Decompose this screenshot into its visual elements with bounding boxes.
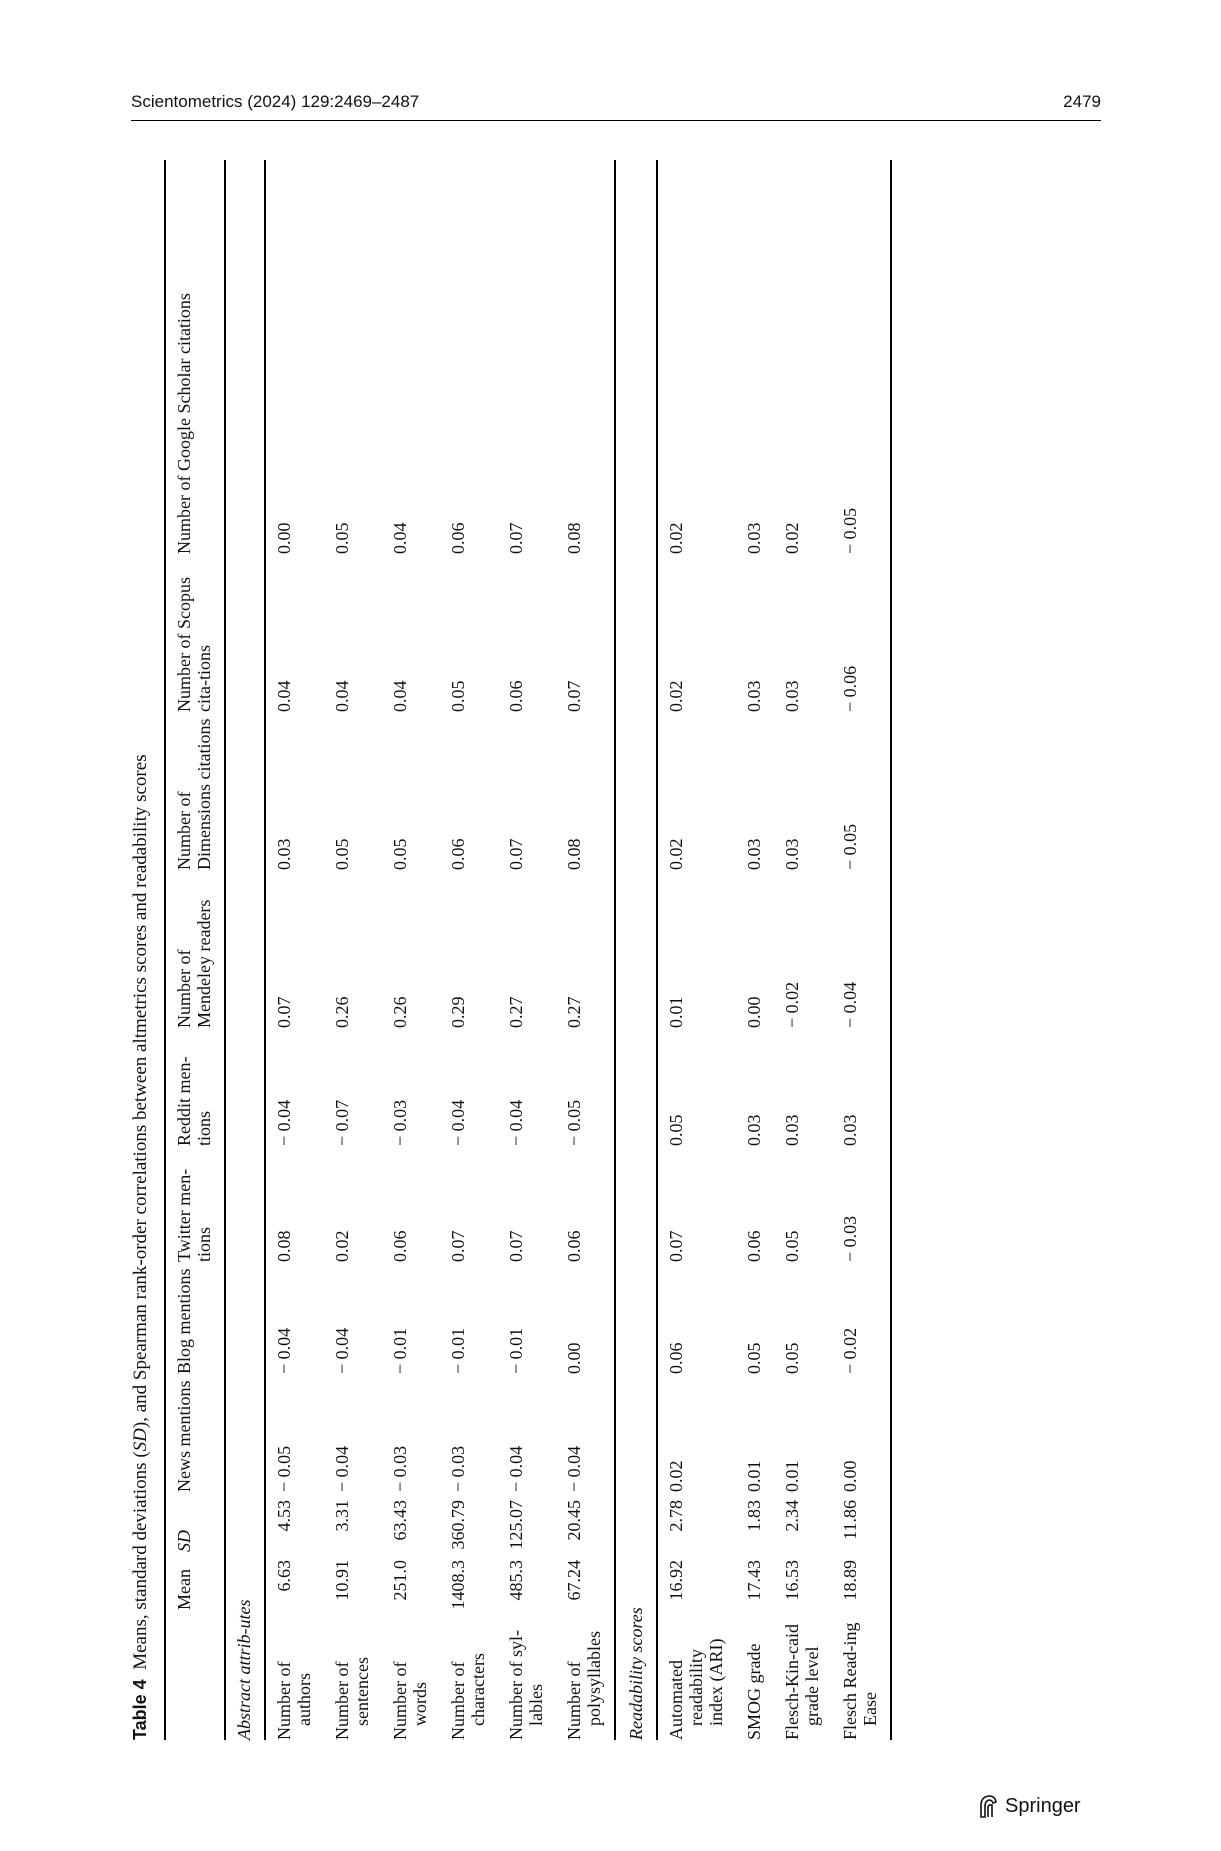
cell: 0.06: [448, 522, 468, 554]
cell: 63.43: [390, 1500, 410, 1541]
col-dimensions: Number of Dimensions citations: [174, 718, 214, 870]
cell: 0.02: [666, 522, 686, 554]
table-label: Table 4: [130, 1679, 150, 1740]
journal-citation: Scientometrics (2024) 129:2469–2487: [131, 92, 420, 111]
publisher-footer: [977, 1793, 1081, 1819]
table-wrapper: [164, 160, 892, 1740]
cell: 2.78: [666, 1500, 686, 1532]
row-label: Number of sentences: [332, 1657, 372, 1740]
caption-text-after: ), and Spearman rank-order correlations between altmetrics scores and readability scores: [130, 754, 151, 1429]
cell: 0.00: [564, 1342, 584, 1374]
cell: 0.03: [782, 680, 802, 712]
table-row: [774, 160, 832, 1740]
cell: − 0.03: [390, 1445, 410, 1492]
cell: 125.07: [506, 1500, 526, 1550]
caption-sd: SD: [130, 1428, 151, 1452]
cell: − 0.02: [832, 1262, 891, 1374]
cell: 0.02: [666, 838, 686, 870]
cell: 0.27: [564, 996, 584, 1028]
cell: 0.06: [564, 1230, 584, 1262]
cell: 0.05: [390, 838, 410, 870]
cell: − 0.04: [506, 1099, 526, 1146]
cell: 0.05: [782, 1342, 802, 1374]
cell: 16.92: [666, 1560, 686, 1601]
cell: 0.00: [274, 522, 294, 554]
table-row: [657, 160, 736, 1740]
table-row: [324, 160, 382, 1740]
cell: − 0.06: [832, 554, 891, 712]
cell: 0.05: [332, 838, 352, 870]
cell: 0.03: [274, 838, 294, 870]
cell: 0.02: [666, 680, 686, 712]
cell: 1408.3: [448, 1560, 468, 1610]
col-reddit: Reddit men-tions: [174, 1056, 214, 1146]
cell: − 0.03: [390, 1099, 410, 1146]
cell: 0.08: [274, 1230, 294, 1262]
cell: − 0.05: [832, 712, 891, 870]
group-label: Readability scores: [615, 160, 657, 1740]
cell: 0.07: [666, 1230, 686, 1262]
caption-text-before: Means, standard deviations (: [130, 1451, 151, 1670]
cell: 0.02: [332, 1230, 352, 1262]
table-row: [556, 160, 615, 1740]
cell: 0.05: [782, 1230, 802, 1262]
cell: 0.01: [744, 1460, 764, 1492]
cell: − 0.04: [506, 1445, 526, 1492]
row-label: Automated readability index (ARI): [666, 1638, 726, 1740]
group-row-readability: [615, 160, 657, 1740]
row-label: Number of characters: [448, 1653, 488, 1740]
col-blog: Blog mentions: [174, 1268, 194, 1374]
cell: 67.24: [564, 1560, 584, 1601]
cell: 251.0: [390, 1560, 410, 1601]
publisher-name: Springer: [1005, 1794, 1081, 1817]
cell: 0.03: [782, 1114, 802, 1146]
cell: − 0.03: [448, 1445, 468, 1492]
table-row: [265, 160, 324, 1740]
table-row: [498, 160, 556, 1740]
cell: 0.05: [332, 522, 352, 554]
cell: 0.07: [564, 680, 584, 712]
table-row: [382, 160, 440, 1740]
cell: 0.03: [744, 522, 764, 554]
cell: − 0.04: [332, 1445, 352, 1492]
cell: 0.07: [448, 1230, 468, 1262]
cell: 0.03: [744, 1114, 764, 1146]
cell: − 0.01: [448, 1327, 468, 1374]
cell: 0.08: [564, 522, 584, 554]
cell: 18.89: [832, 1552, 891, 1610]
row-label: Flesch Read-ing Ease: [832, 1610, 891, 1740]
cell: 0.07: [506, 1230, 526, 1262]
running-header: [131, 86, 1101, 121]
cell: 10.91: [332, 1560, 352, 1601]
cell: 0.07: [506, 838, 526, 870]
table-row: [440, 160, 498, 1740]
cell: − 0.05: [274, 1445, 294, 1492]
cell: 0.04: [332, 680, 352, 712]
col-mean: Mean: [174, 1569, 194, 1610]
cell: − 0.04: [564, 1445, 584, 1492]
cell: − 0.01: [390, 1327, 410, 1374]
cell: 0.00: [744, 996, 764, 1028]
cell: 0.06: [448, 838, 468, 870]
group-label: Abstract attrib-utes: [225, 160, 265, 1740]
page-number: 2479: [1063, 92, 1101, 111]
cell: − 0.05: [832, 160, 891, 554]
rotated-table-area: [130, 160, 1060, 1740]
cell: 0.05: [744, 1342, 764, 1374]
cell: 0.03: [744, 838, 764, 870]
cell: 1.83: [744, 1500, 764, 1532]
cell: 4.53: [274, 1500, 294, 1532]
row-label: Flesch-Kin-caid grade level: [782, 1624, 822, 1740]
cell: − 0.05: [564, 1099, 584, 1146]
col-news: News mentions: [174, 1380, 194, 1492]
col-scopus: Number of Scopus cita-tions: [174, 577, 214, 712]
cell: 2.34: [782, 1500, 802, 1532]
cell: 0.27: [506, 996, 526, 1028]
cell: 0.07: [506, 522, 526, 554]
cell: − 0.07: [332, 1099, 352, 1146]
cell: 0.06: [666, 1342, 686, 1374]
table-row: [736, 160, 774, 1740]
row-label: Number of polysyllables: [564, 1631, 604, 1740]
col-google-scholar: Number of Google Scholar citations: [174, 293, 194, 554]
springer-horse-icon: [977, 1793, 999, 1819]
cell: 0.02: [666, 1460, 686, 1492]
cell: 0.03: [832, 1028, 891, 1146]
header-blank: [165, 1610, 225, 1740]
col-sd: SD: [174, 1530, 194, 1552]
cell: 0.04: [390, 680, 410, 712]
cell: 11.86: [832, 1492, 891, 1552]
cell: 0.03: [744, 680, 764, 712]
row-label: Number of words: [390, 1661, 430, 1740]
group-row-abstract: [225, 160, 265, 1740]
col-twitter: Twitter men-tions: [174, 1168, 214, 1262]
row-label: Number of syl-lables: [506, 1630, 546, 1740]
cell: 0.29: [448, 996, 468, 1028]
cell: 0.05: [448, 680, 468, 712]
row-label: Number of authors: [274, 1661, 314, 1740]
cell: − 0.01: [506, 1327, 526, 1374]
cell: 6.63: [274, 1560, 294, 1592]
cell: 0.02: [782, 522, 802, 554]
cell: 485.3: [506, 1560, 526, 1601]
cell: 0.00: [832, 1374, 891, 1492]
correlation-table: [164, 160, 892, 1740]
table-caption: [130, 754, 152, 1740]
cell: 3.31: [332, 1500, 352, 1532]
cell: 16.53: [782, 1560, 802, 1601]
cell: 0.26: [332, 996, 352, 1028]
cell: − 0.03: [832, 1146, 891, 1262]
cell: 360.79: [448, 1500, 468, 1550]
cell: − 0.04: [332, 1327, 352, 1374]
row-label: SMOG grade: [744, 1643, 764, 1740]
table-row: [832, 160, 891, 1740]
cell: 0.04: [390, 522, 410, 554]
table-header-row: [165, 160, 225, 1740]
cell: 0.01: [782, 1460, 802, 1492]
cell: 0.03: [782, 838, 802, 870]
cell: 0.04: [274, 680, 294, 712]
cell: 0.08: [564, 838, 584, 870]
cell: 0.06: [390, 1230, 410, 1262]
cell: 0.06: [506, 680, 526, 712]
cell: − 0.04: [274, 1099, 294, 1146]
cell: − 0.02: [782, 981, 802, 1028]
cell: 0.05: [666, 1114, 686, 1146]
cell: 0.06: [744, 1230, 764, 1262]
cell: 17.43: [744, 1560, 764, 1601]
cell: − 0.04: [448, 1099, 468, 1146]
cell: 0.07: [274, 996, 294, 1028]
cell: 0.01: [666, 996, 686, 1028]
col-mendeley: Number of Mendeley readers: [174, 899, 214, 1028]
cell: − 0.04: [274, 1327, 294, 1374]
cell: 0.26: [390, 996, 410, 1028]
cell: 20.45: [564, 1500, 584, 1541]
cell: − 0.04: [832, 870, 891, 1028]
